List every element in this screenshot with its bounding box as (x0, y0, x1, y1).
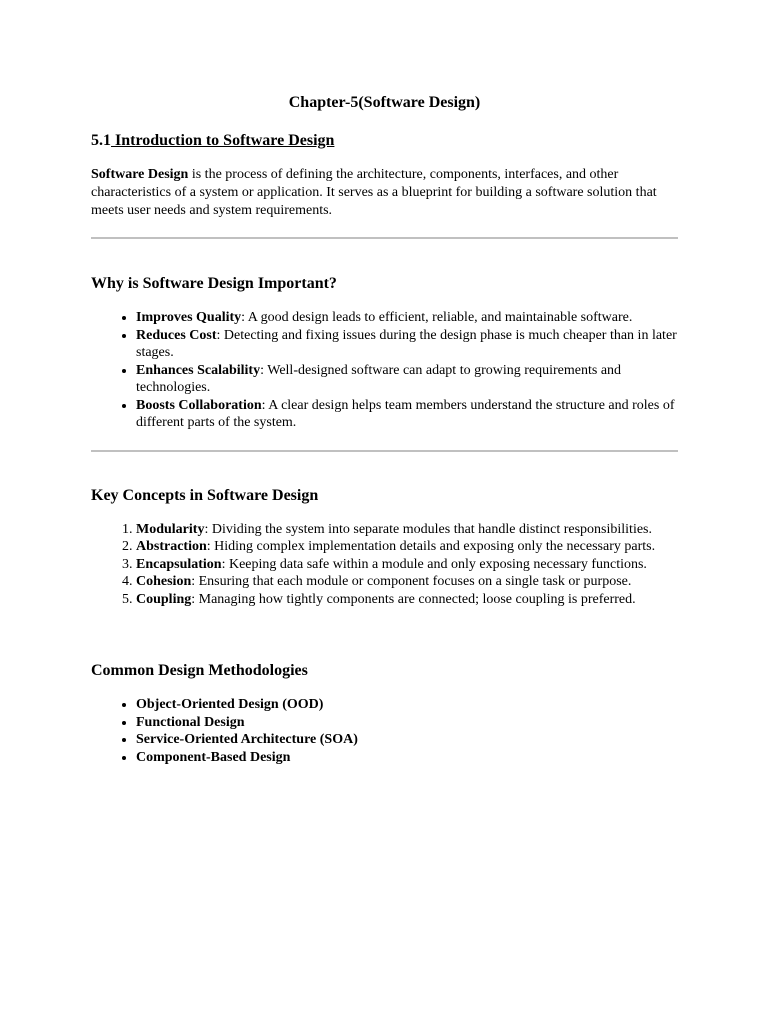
list-item (136, 538, 678, 556)
item-text: : Ensuring that each module or component focuses on a single task or purpose. (191, 574, 632, 589)
list-item (136, 731, 678, 749)
intro-paragraph (91, 166, 678, 220)
list-item (136, 556, 678, 574)
list-item (136, 696, 678, 714)
item-term: Abstraction (136, 539, 207, 554)
importance-heading: Why is Software Design Important? (91, 275, 337, 292)
intro-text: is the process of defining the architecture, components, interfaces, and other characteristics of a system or application. It serves as a blueprint for building a software solution that meets user needs and system requirements. (91, 167, 657, 218)
concepts-list (91, 521, 678, 609)
importance-list (91, 309, 678, 432)
item-term: Reduces Cost (136, 327, 217, 343)
chapter-title: Chapter-5(Software Design) (288, 94, 481, 111)
item-term: Enhances Scalability (136, 362, 261, 378)
list-item (136, 309, 678, 327)
item-text: : Keeping data safe within a module and only exposing necessary functions. (221, 556, 647, 572)
document-body (91, 92, 678, 766)
list-item (136, 397, 678, 432)
list-item (136, 327, 678, 362)
item-text: : Well-designed software can adapt to growing requirements and technologies. (136, 362, 622, 395)
item-term: Modularity (136, 521, 205, 537)
item-text: : Dividing the system into separate modules that handle distinct responsibilities. (204, 521, 652, 537)
section-number: 5.1 (91, 132, 111, 149)
methodologies-list (91, 696, 678, 766)
item-term: Service-Oriented Architecture (SOA) (136, 732, 358, 747)
list-item (136, 714, 678, 732)
list-item (136, 591, 678, 609)
divider (91, 237, 678, 239)
list-item (136, 362, 678, 397)
item-text: : Managing how tightly components are connected; loose coupling is preferred. (191, 591, 636, 607)
item-term: Boosts Collaboration (136, 397, 262, 413)
concepts-heading: Key Concepts in Software Design (91, 486, 319, 504)
item-term: Functional Design (136, 714, 245, 730)
section-title: Introduction to Software Design (111, 132, 335, 149)
item-text: : Detecting and fixing issues during the design phase is much cheaper than in later stages. (136, 327, 677, 360)
methodologies-heading: Common Design Methodologies (91, 662, 308, 679)
divider (91, 450, 678, 452)
item-text: : A clear design helps team members understand the structure and roles of different parts of the system. (136, 397, 675, 430)
item-term: Encapsulation (136, 556, 222, 572)
item-term: Cohesion (136, 574, 192, 589)
section-heading (91, 130, 678, 152)
item-text: : Hiding complex implementation details and exposing only the necessary parts. (206, 539, 656, 554)
item-term: Improves Quality (136, 310, 242, 325)
item-term: Object-Oriented Design (OOD) (136, 697, 324, 712)
intro-term: Software Design (91, 167, 189, 182)
list-item (136, 573, 678, 591)
list-item (136, 749, 678, 767)
item-term: Coupling (136, 591, 192, 607)
item-text: : A good design leads to efficient, reliable, and maintainable software. (241, 310, 633, 325)
list-item (136, 521, 678, 539)
item-term: Component-Based Design (136, 749, 291, 765)
